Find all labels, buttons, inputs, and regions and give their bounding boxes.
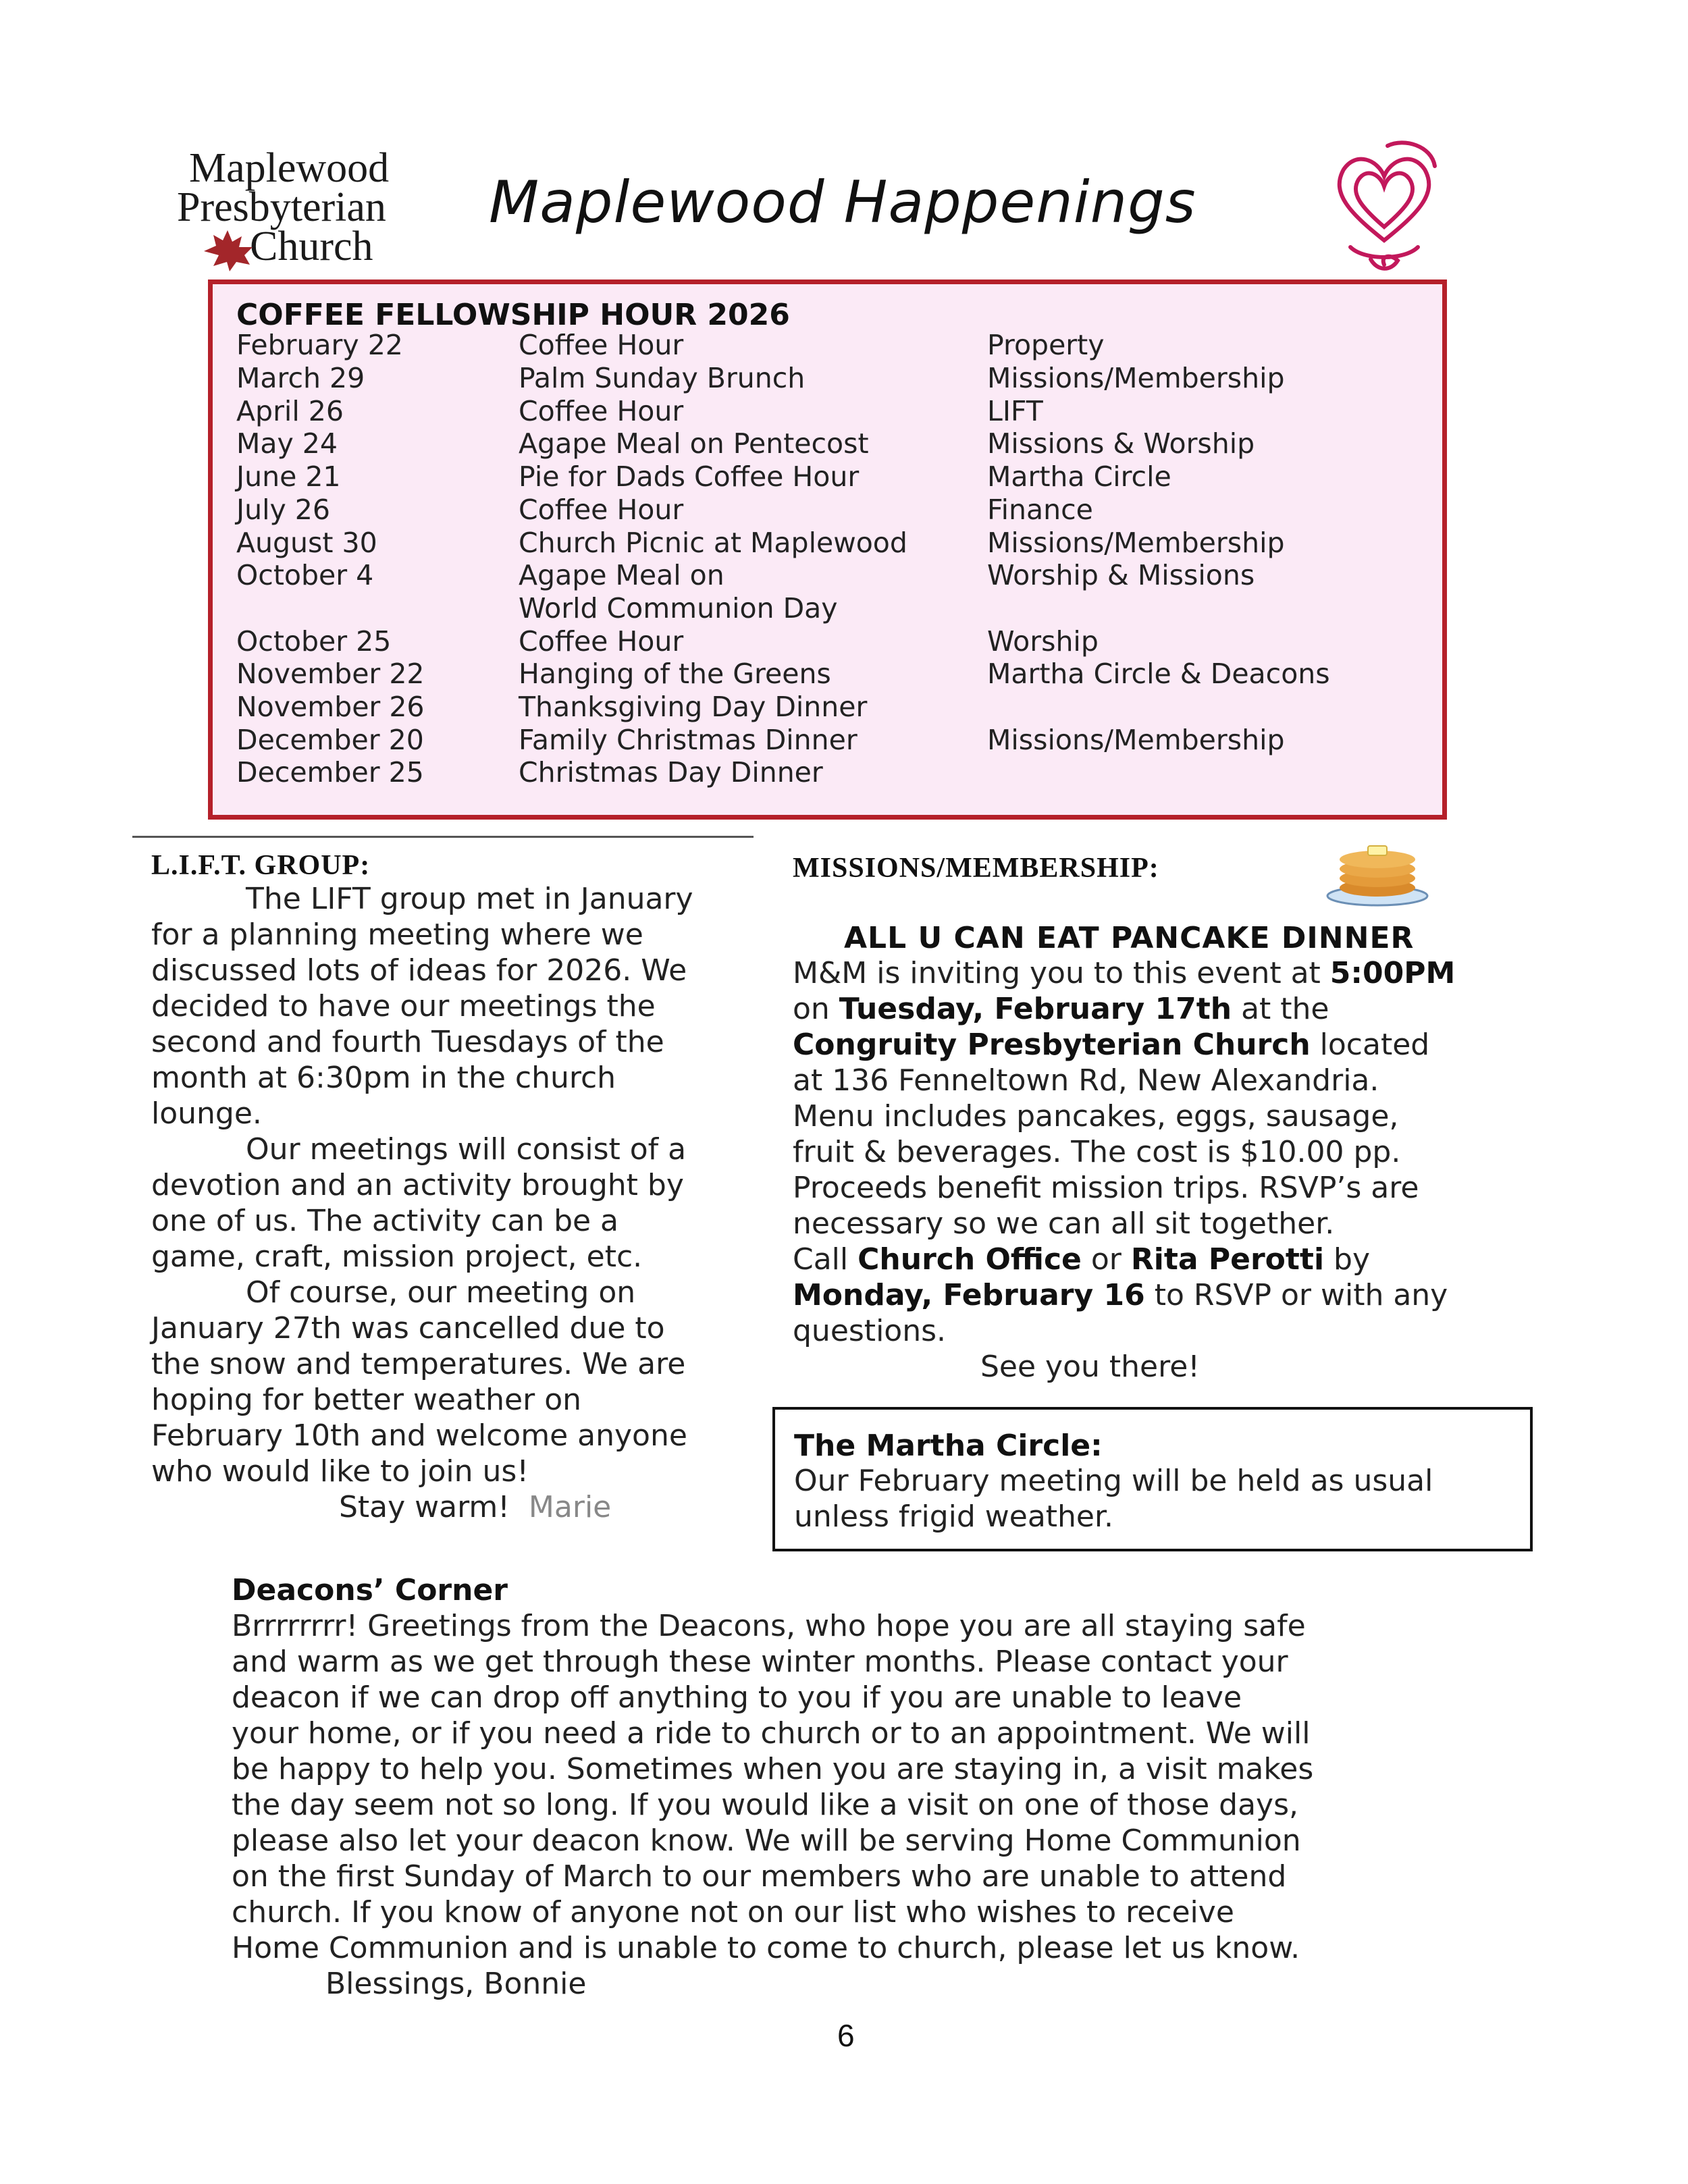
missions-text: located — [1310, 1028, 1430, 1062]
schedule-event: Coffee Hour — [519, 494, 684, 526]
schedule-date: June 21 — [236, 460, 341, 493]
schedule-row — [236, 460, 1425, 493]
missions-line: fruit & beverages. The cost is $10.00 pp. — [793, 1135, 1401, 1169]
deacons-line: your home, or if you need a ride to church or to an appointment. We will — [232, 1716, 1311, 1751]
coffee-fellowship-box — [208, 279, 1447, 820]
schedule-date: May 24 — [236, 427, 338, 460]
schedule-row — [236, 756, 1425, 789]
schedule-host: Missions & Worship — [987, 427, 1255, 460]
lift-line: who would like to join us! — [151, 1454, 529, 1489]
schedule-date: April 26 — [236, 395, 344, 427]
lift-line: lounge. — [151, 1096, 262, 1131]
contact-office: Church Office — [858, 1242, 1082, 1277]
lift-line: game, craft, mission project, etc. — [151, 1240, 643, 1274]
lift-line: decided to have our meetings the — [151, 989, 656, 1023]
schedule-date: November 26 — [236, 691, 425, 723]
schedule-host: Martha Circle & Deacons — [987, 658, 1330, 690]
pancake-stack-icon — [1323, 834, 1431, 908]
missions-line — [793, 1278, 1448, 1312]
deacons-line: Brrrrrrrr! Greetings from the Deacons, who hope you are all staying safe — [232, 1609, 1306, 1643]
missions-text: by — [1324, 1242, 1371, 1277]
schedule-host: Worship — [987, 625, 1099, 658]
schedule-row — [236, 691, 1425, 723]
event-date: Tuesday, February 17th — [839, 992, 1232, 1026]
schedule-date: March 29 — [236, 362, 365, 394]
schedule-event: Family Christmas Dinner — [519, 724, 858, 756]
contact-person: Rita Perotti — [1130, 1242, 1325, 1277]
lift-line: second and fourth Tuesdays of the — [151, 1025, 664, 1059]
deacons-line: be happy to help you. Sometimes when you are staying in, a visit makes — [232, 1752, 1314, 1786]
schedule-host: Missions/Membership — [987, 724, 1285, 756]
newsletter-title: Maplewood Happenings — [489, 169, 1196, 236]
logo-line-2: Presbyterian — [177, 184, 386, 230]
schedule-date: October 4 — [236, 559, 374, 591]
lift-signoff — [339, 1490, 611, 1524]
schedule-event: Coffee Hour — [519, 395, 684, 427]
schedule-host: Martha Circle — [987, 460, 1171, 493]
martha-circle-box — [772, 1407, 1533, 1551]
missions-line — [793, 1242, 1370, 1277]
schedule-row — [236, 625, 1425, 658]
missions-line: questions. — [793, 1314, 947, 1348]
schedule-event: World Communion Day — [519, 592, 838, 624]
martha-circle-line: Our February meeting will be held as usual — [794, 1464, 1433, 1498]
missions-line: necessary so we can all sit together. — [793, 1206, 1335, 1241]
schedule-event: Pie for Dads Coffee Hour — [519, 460, 860, 493]
deacons-line: and warm as we get through these winter months. Please contact your — [232, 1645, 1288, 1679]
lift-line: Of course, our meeting on — [246, 1275, 636, 1310]
schedule-row — [236, 658, 1425, 690]
event-venue: Congruity Presbyterian Church — [793, 1028, 1311, 1062]
rsvp-deadline: Monday, February 16 — [793, 1278, 1145, 1312]
lift-line: February 10th and welcome anyone — [151, 1418, 687, 1453]
schedule-host: LIFT — [987, 395, 1043, 427]
schedule-row — [236, 527, 1425, 559]
missions-line: Menu includes pancakes, eggs, sausage, — [793, 1099, 1399, 1134]
schedule-date: August 30 — [236, 527, 377, 559]
lift-line: one of us. The activity can be a — [151, 1204, 619, 1238]
schedule-row — [236, 427, 1425, 460]
schedule-host: Missions/Membership — [987, 527, 1285, 559]
missions-signoff: See you there! — [980, 1350, 1200, 1384]
lift-heading: L.I.F.T. GROUP: — [151, 850, 371, 881]
missions-line: Proceeds benefit mission trips. RSVP’s are — [793, 1171, 1419, 1205]
martha-circle-title: The Martha Circle: — [794, 1429, 1103, 1463]
lift-signoff-name: Marie — [528, 1490, 612, 1524]
coffee-fellowship-title: COFFEE FELLOWSHIP HOUR 2026 — [236, 298, 790, 332]
schedule-host: Missions/Membership — [987, 362, 1285, 394]
schedule-event: Hanging of the Greens — [519, 658, 831, 690]
deacons-line: please also let your deacon know. We will be serving Home Communion — [232, 1823, 1301, 1858]
schedule-date: December 25 — [236, 756, 424, 789]
logo-line-3: Church — [250, 223, 373, 269]
lift-line: the snow and temperatures. We are — [151, 1347, 686, 1381]
missions-text: at the — [1232, 992, 1329, 1026]
missions-line — [793, 956, 1455, 990]
logo-line-1: Maplewood — [189, 145, 390, 191]
schedule-date: December 20 — [236, 724, 424, 756]
church-logo — [177, 147, 427, 275]
missions-text: or — [1081, 1242, 1131, 1277]
schedule-event: Agape Meal on Pentecost — [519, 427, 869, 460]
missions-text: to RSVP or with any — [1144, 1278, 1448, 1312]
lift-line: devotion and an activity brought by — [151, 1168, 684, 1202]
lift-line: January 27th was cancelled due to — [151, 1311, 665, 1346]
deacons-corner-title: Deacons’ Corner — [232, 1573, 508, 1607]
pancake-dinner-title: ALL U CAN EAT PANCAKE DINNER — [844, 921, 1415, 955]
schedule-date: November 22 — [236, 658, 425, 690]
schedule-row — [236, 724, 1425, 756]
schedule-host: Finance — [987, 494, 1093, 526]
event-time: 5:00PM — [1329, 956, 1456, 990]
lift-line: Our meetings will consist of a — [246, 1132, 687, 1167]
schedule-host: Worship & Missions — [987, 559, 1255, 591]
lift-line: The LIFT group met in January — [246, 882, 693, 916]
schedule-date: February 22 — [236, 329, 403, 361]
lift-line: for a planning meeting where we — [151, 917, 643, 952]
schedule-row — [236, 559, 1425, 591]
schedule-host: Property — [987, 329, 1105, 361]
section-divider — [132, 836, 754, 838]
page-number: 6 — [837, 2018, 855, 2053]
missions-line — [793, 992, 1329, 1026]
schedule-row — [236, 592, 1425, 624]
lift-signoff-text: Stay warm! — [339, 1490, 510, 1524]
martha-circle-line: unless frigid weather. — [794, 1499, 1114, 1534]
deacons-line: the day seem not so long. If you would like a visit on one of those days, — [232, 1788, 1299, 1822]
schedule-row — [236, 395, 1425, 427]
schedule-event: Agape Meal on — [519, 559, 724, 591]
missions-line: at 136 Fenneltown Rd, New Alexandria. — [793, 1063, 1379, 1098]
maple-leaf-icon — [197, 227, 258, 274]
lift-line: hoping for better weather on — [151, 1383, 582, 1417]
schedule-event: Christmas Day Dinner — [519, 756, 823, 789]
schedule-row — [236, 362, 1425, 394]
deacons-line: church. If you know of anyone not on our list who wishes to receive — [232, 1895, 1234, 1929]
schedule-date: October 25 — [236, 625, 392, 658]
missions-text: on — [793, 992, 839, 1026]
heart-icon — [1323, 139, 1445, 274]
missions-heading: MISSIONS/MEMBERSHIP: — [793, 853, 1159, 884]
schedule-event: Church Picnic at Maplewood — [519, 527, 907, 559]
missions-text: Call — [793, 1242, 858, 1277]
missions-line — [793, 1028, 1429, 1062]
schedule-event: Coffee Hour — [519, 625, 684, 658]
lift-line: discussed lots of ideas for 2026. We — [151, 953, 687, 988]
schedule-event: Thanksgiving Day Dinner — [519, 691, 868, 723]
schedule-date: July 26 — [236, 494, 330, 526]
schedule-event: Palm Sunday Brunch — [519, 362, 806, 394]
missions-text: M&M is inviting you to this event at — [793, 956, 1330, 990]
deacons-signoff: Blessings, Bonnie — [325, 1967, 587, 2001]
schedule-event: Coffee Hour — [519, 329, 684, 361]
schedule-row — [236, 494, 1425, 526]
deacons-line: deacon if we can drop off anything to you if you are unable to leave — [232, 1680, 1242, 1715]
lift-line: month at 6:30pm in the church — [151, 1061, 616, 1095]
schedule-row — [236, 329, 1425, 361]
deacons-line: Home Communion and is unable to come to church, please let us know. — [232, 1931, 1300, 1965]
deacons-line: on the first Sunday of March to our members who are unable to attend — [232, 1859, 1287, 1894]
